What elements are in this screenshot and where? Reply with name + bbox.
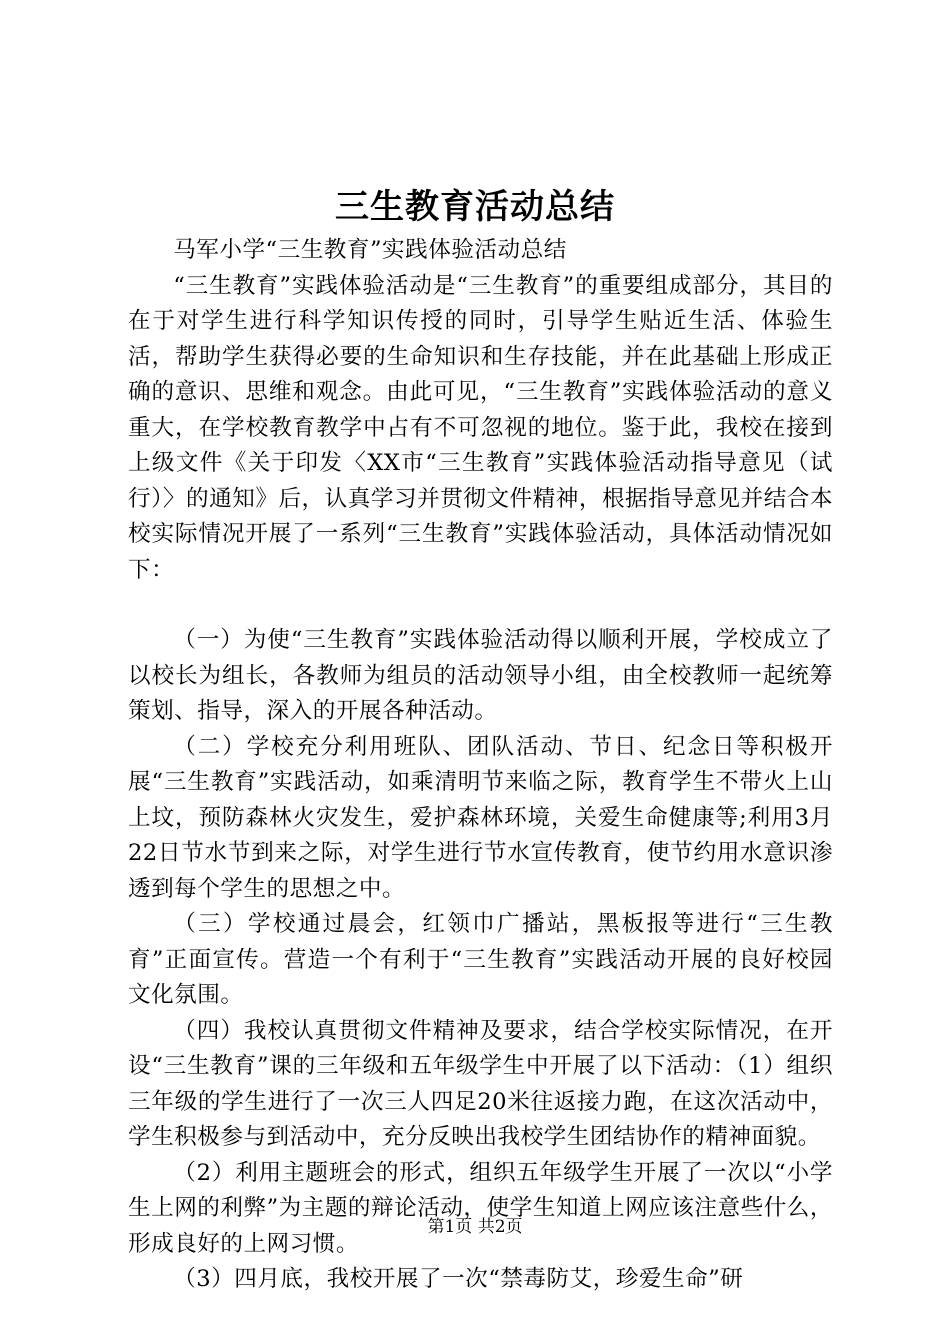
- document-body: [128, 233, 833, 1298]
- paragraph-item-4-3: （3）四月底，我校开展了一次“禁毒防艾，珍爱生命”研: [173, 1266, 744, 1292]
- paragraph-intro: “三生教育”实践体验活动是“三生教育”的重要组成部分，其目的在于对学生进行科学知识传授的同时，引导学生贴近生活、体验生活，帮助学生获得必要的生命知识和生存技能，并在此基础上形成正确的意识、思维和观念。由此可见，“三生教育”实践体验活动的意义重大，在学校教育教学中占有不可忽视的地位。鉴于此，我校在接到上级文件《关于印发〈XX市“三生教育”实践体验活动指导意见（试行）〉的通知》后，认真学习并贯彻文件精神，根据指导意见并结合本校实际情况开展了一系列“三生教育”实践体验活动，具体活动情况如下：: [128, 272, 833, 583]
- paragraph-item-1: （一）为使“三生教育”实践体验活动得以顺利开展，学校成立了以校长为组长，各教师为组员的活动领导小组，由全校教师一起统筹策划、指导，深入的开展各种活动。: [128, 627, 833, 724]
- paragraph-item-4: （四）我校认真贯彻文件精神及要求，结合学校实际情况，在开设“三生教育”课的三年级和五年级学生中开展了以下活动：（1）组织三年级的学生进行了一次三人四足20米往返接力跑，在这次活动中，学生积极参与到活动中，充分反映出我校学生团结协作的精神面貌。: [128, 1017, 833, 1150]
- paragraph-item-3: （三）学校通过晨会，红领巾广播站，黑板报等进行“三生教育”正面宣传。营造一个有利于“三生教育”实践活动开展的良好校园文化氛围。: [128, 911, 833, 1008]
- paragraph-item-2: （二）学校充分利用班队、团队活动、节日、纪念日等积极开展“三生教育”实践活动，如乘清明节来临之际，教育学生不带火上山上坟，预防森林火灾发生，爱护森林环境，关爱生命健康等;利用3月22日节水节到来之际，对学生进行节水宣传教育，使节约用水意识渗透到每个学生的思想之中。: [128, 733, 833, 902]
- paragraph-item-4-2: （2）利用主题班会的形式，组织五年级学生开展了一次以“小学生上网的利弊”为主题的辩论活动，使学生知道上网应该注意些什么，形成良好的上网习惯。: [128, 1159, 833, 1257]
- document-subtitle: 马军小学“三生教育”实践体验活动总结: [173, 237, 567, 263]
- page-footer: 第1页 共2页: [427, 1217, 523, 1237]
- document-title: 三生教育活动总结: [335, 187, 615, 227]
